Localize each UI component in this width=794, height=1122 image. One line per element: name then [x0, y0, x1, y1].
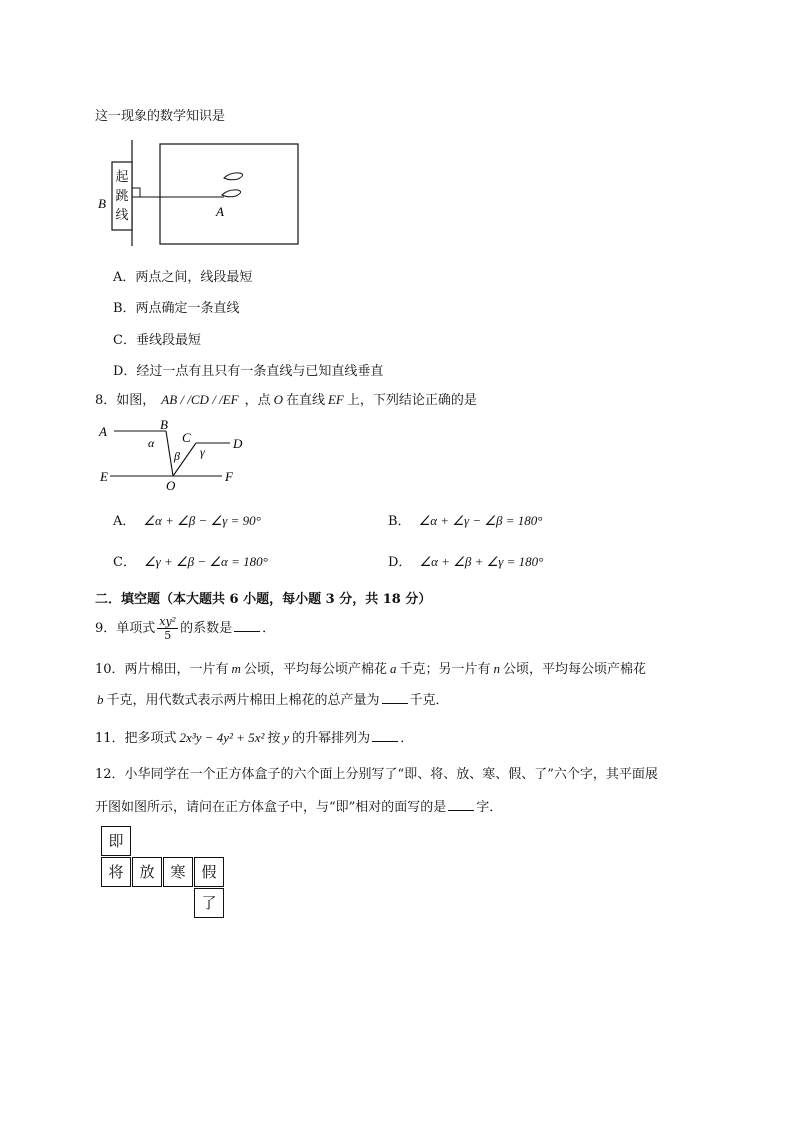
net-face-2: 将: [101, 857, 131, 887]
net-face-3: 放: [132, 857, 162, 887]
svg-text:α: α: [148, 436, 155, 450]
q9: 9．单项式 $\frac{\text{xy²}}{5}$ 的系数是 ．: [95, 615, 276, 642]
q11-answer-blank[interactable]: [372, 729, 398, 742]
q8-option-c: C． ∠γ + ∠β − ∠α = 180°: [113, 554, 268, 570]
cube-net: [101, 826, 225, 920]
svg-text:γ: γ: [200, 445, 205, 459]
section-heading: 二．填空题（本大题共 6 小题，每小题 3 分，共 18 分）: [95, 592, 432, 607]
q10-answer-blank[interactable]: [382, 691, 408, 704]
net-face-1: 即: [101, 826, 131, 856]
svg-text:O: O: [166, 478, 176, 493]
svg-text:E: E: [100, 469, 108, 484]
point-b-label: B: [98, 196, 106, 211]
q8-figure: [96, 418, 246, 494]
net-face-5: 假: [194, 857, 224, 887]
q11: 11．把多项式 2x³y − 4y² + 5x² 按 y 的升幂排列为 ．: [95, 730, 414, 746]
svg-text:β: β: [174, 449, 180, 463]
svg-text:B: B: [160, 418, 168, 432]
q7-figure: [92, 138, 307, 248]
q7-intro: 这一现象的数学知识是: [95, 109, 226, 124]
q12-line-1: 12．小华同学在一个正方体盒子的六个面上分别写了“即、将、放、寒、假、了”六个字，其平面展: [95, 767, 658, 782]
point-a-label: A: [216, 204, 224, 219]
q8-stem: 8．如图， AB / /CD / /EF ，点 O 在直线 EF 上，下列结论正确的是: [95, 392, 477, 408]
q10-line-1: 10．两片棉田，一片有 m 公顷，平均每公顷产棉花 a 千克；另一片有 n 公顷，平均每公顷产棉花: [95, 661, 646, 677]
q12-line-2: 开图如图所示，请问在正方体盒子中，与“即”相对的面写的是 字．: [95, 800, 503, 815]
net-face-6: 了: [194, 888, 224, 918]
q8-option-b: B． ∠α + ∠γ − ∠β = 180°: [388, 513, 543, 529]
q9-answer-blank[interactable]: [234, 619, 260, 632]
q10-line-2: b 千克，用代数式表示两片棉田上棉花的总产量为 千克．: [97, 692, 449, 708]
net-face-4: 寒: [163, 857, 193, 887]
q8-option-a: A． ∠α + ∠β − ∠γ = 90°: [113, 513, 261, 529]
svg-text:D: D: [233, 436, 243, 451]
svg-text:F: F: [225, 469, 233, 484]
q7-option-a: A．两点之间，线段最短: [113, 270, 253, 285]
svg-text:A: A: [99, 424, 107, 439]
q7-option-c: C．垂线段最短: [113, 333, 201, 348]
svg-text:C: C: [182, 430, 191, 445]
q12-answer-blank[interactable]: [448, 798, 474, 811]
q7-option-b: B．两点确定一条直线: [113, 301, 240, 316]
q8-option-d: D． ∠α + ∠β + ∠γ = 180°: [388, 554, 544, 570]
q7-option-d: D．经过一点有且只有一条直线与已知直线垂直: [113, 364, 384, 379]
takeoff-line-label: 起跳线: [115, 170, 129, 223]
